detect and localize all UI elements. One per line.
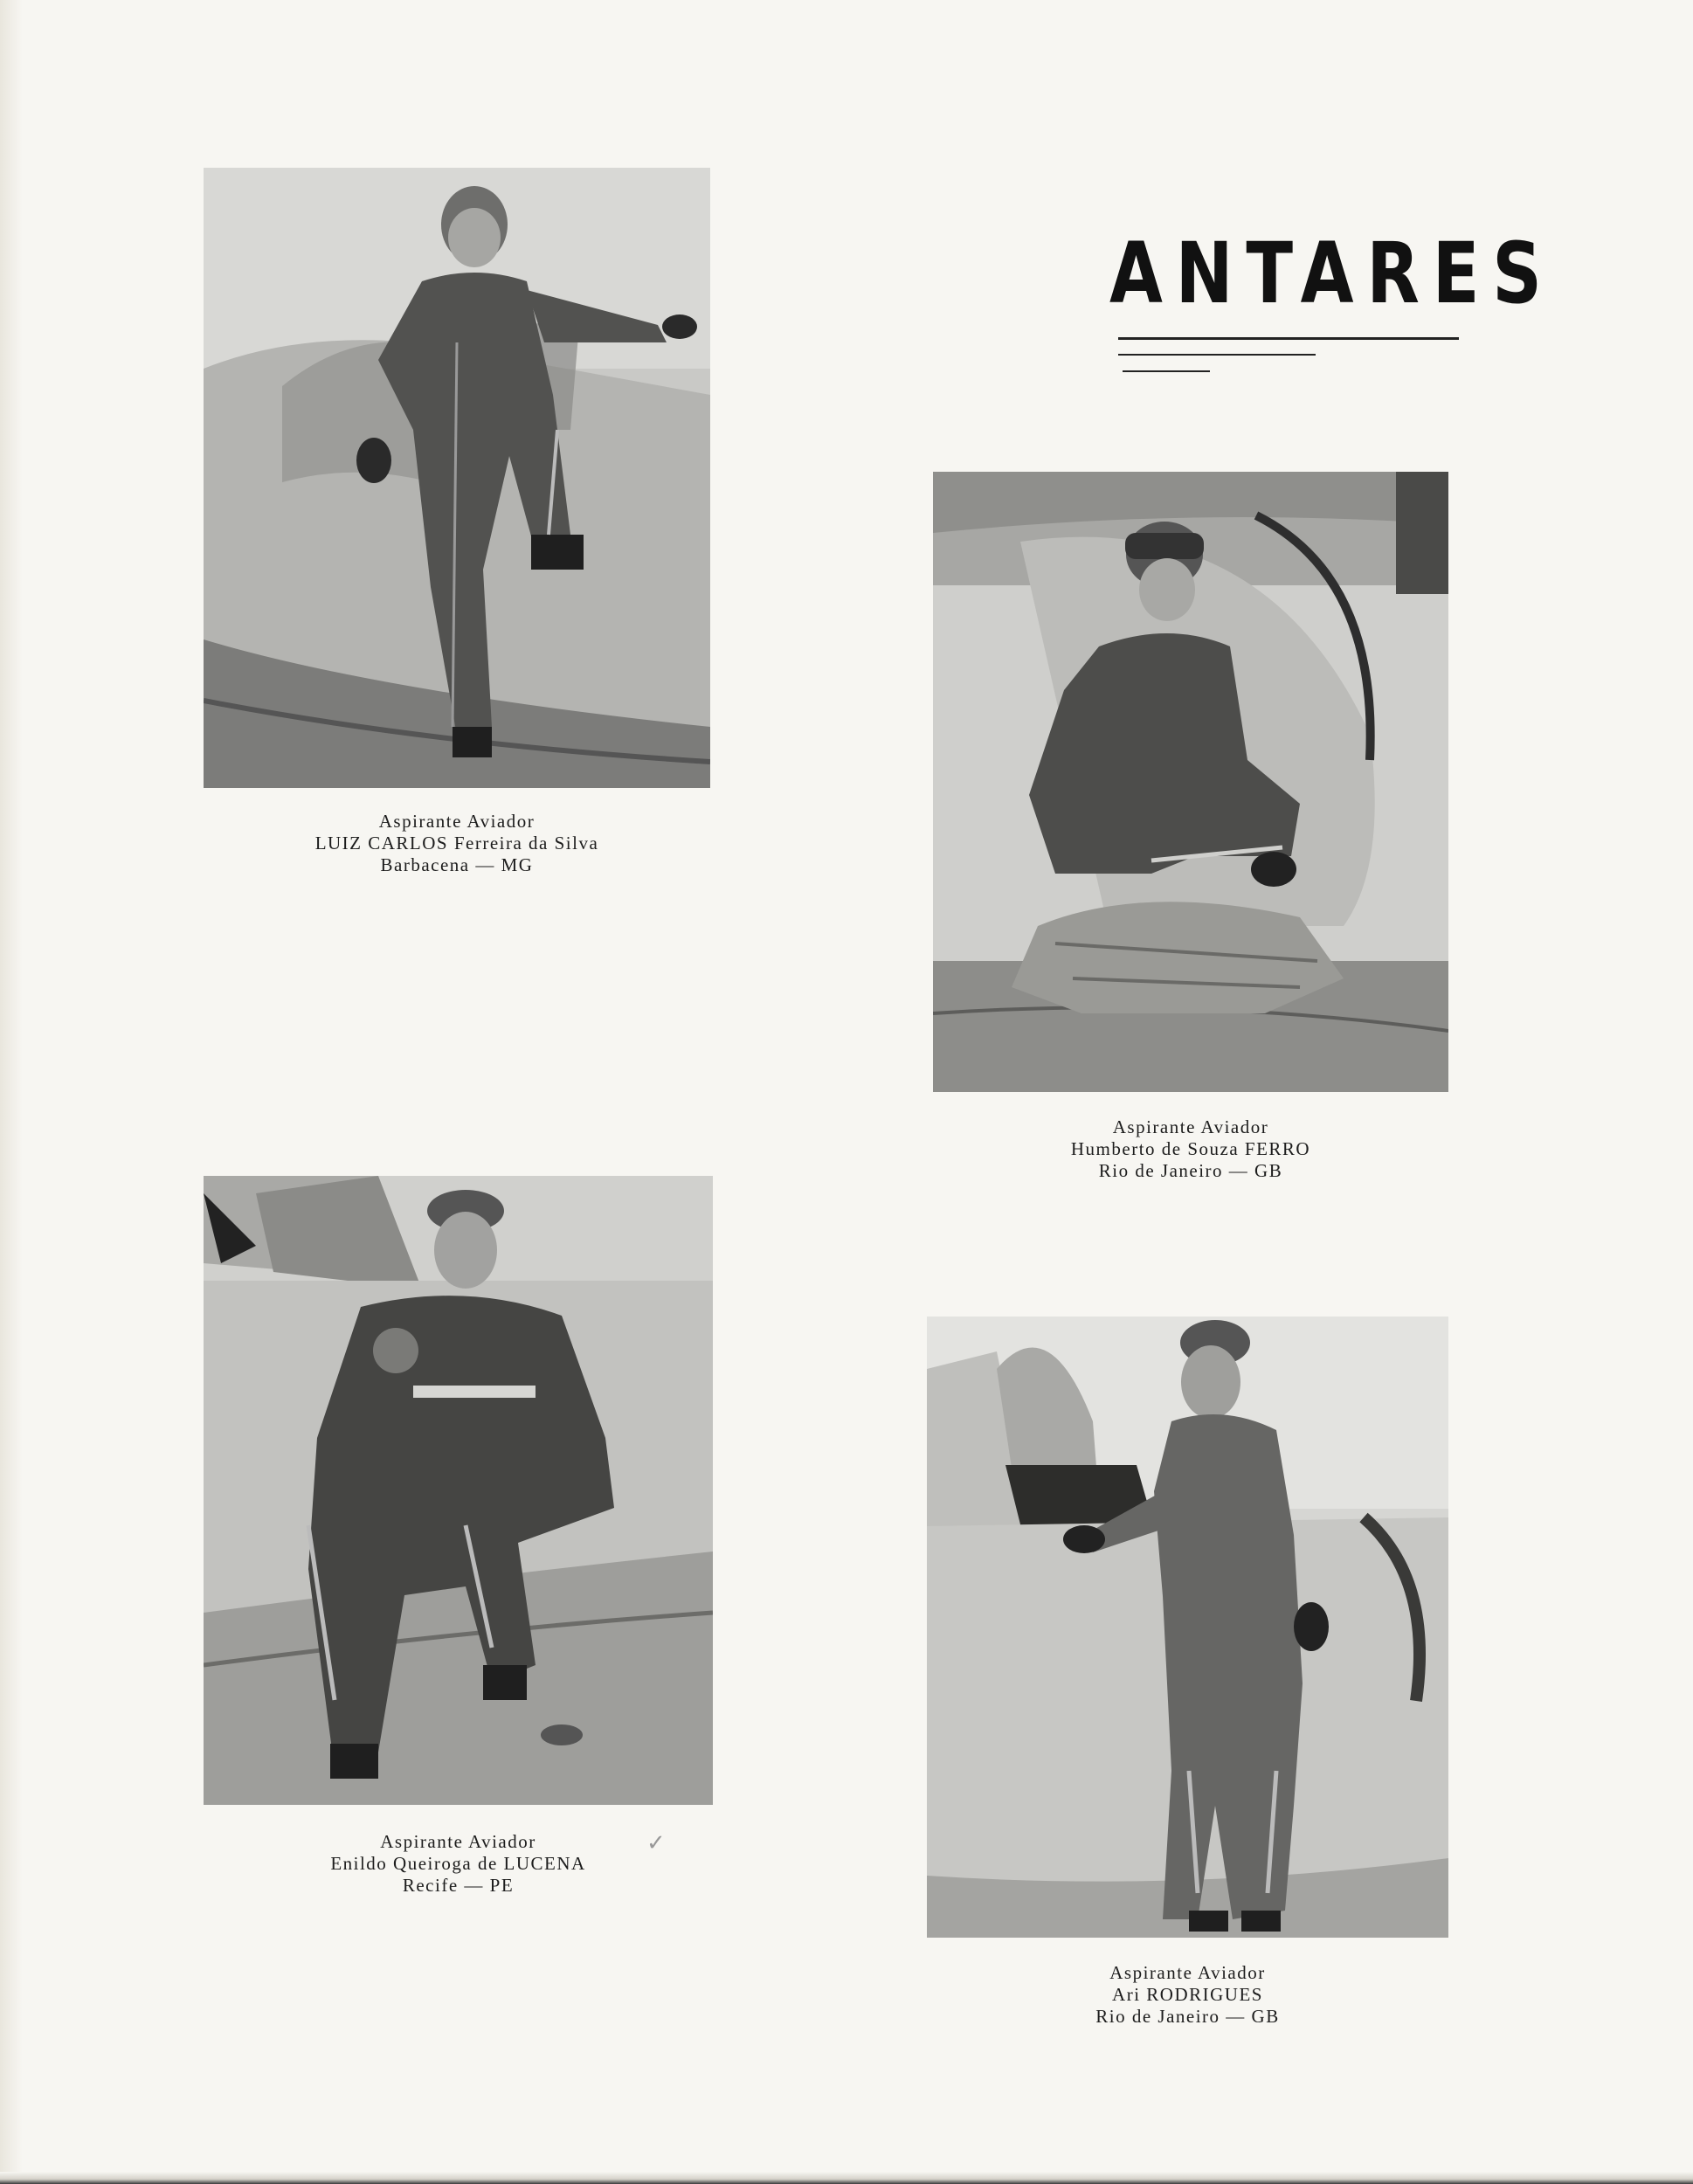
caption-rank: Aspirante Aviador <box>1112 1116 1269 1137</box>
caption-place: Barbacena — MG <box>380 854 534 875</box>
caption-place: Rio de Janeiro — GB <box>1095 2006 1280 2027</box>
caption-rank: Aspirante Aviador <box>1109 1962 1266 1983</box>
caption-name: Enildo Queiroga de LUCENA <box>330 1853 586 1874</box>
aviator-photo-1 <box>204 168 710 788</box>
caption-aviator-3 <box>204 1831 713 1897</box>
caption-rank: Aspirante Aviador <box>380 1831 536 1852</box>
caption-name: Ari RODRIGUES <box>1112 1984 1263 2005</box>
title-rule-medium <box>1118 354 1316 356</box>
title-rule-short <box>1123 370 1210 372</box>
aviator-photo-3 <box>204 1176 713 1805</box>
page-edge <box>0 0 23 2184</box>
page-bottom-edge <box>0 2172 1693 2184</box>
aviator-photo-2 <box>933 472 1448 1092</box>
page-title: ANTARES <box>1109 225 1555 322</box>
title-rule-long <box>1118 337 1459 340</box>
caption-name: LUIZ CARLOS Ferreira da Silva <box>314 833 599 854</box>
caption-aviator-4 <box>927 1962 1448 2028</box>
caption-place: Rio de Janeiro — GB <box>1098 1160 1283 1181</box>
caption-aviator-2 <box>933 1116 1448 1182</box>
caption-rank: Aspirante Aviador <box>378 811 536 832</box>
caption-name: Humberto de Souza FERRO <box>1070 1138 1311 1159</box>
caption-place: Recife — PE <box>402 1875 515 1896</box>
pencil-check-mark: ✓ <box>646 1830 666 1856</box>
caption-aviator-1 <box>204 811 710 876</box>
aviator-photo-4 <box>927 1317 1448 1938</box>
